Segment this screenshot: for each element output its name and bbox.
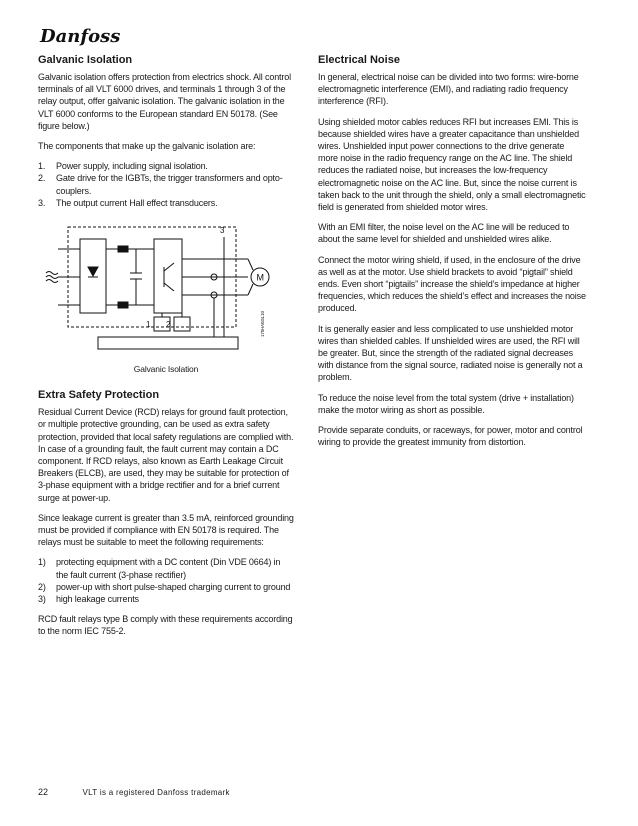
- safety-paragraph-1: Residual Current Device (RCD) relays for ground fault protection, or multiple protective grounding, can be used as extra safety protection, provided that local safety regulations are complied with. In case of a grounding fault, the fault current may contain a DC component. If RCD relays, also known as Earth Leakage Circuit Breakers (ELCB), are used, they may be suitable for protection of 3-phase equipment with a bridge rectifier and for a brief current surge at power-up.: [38, 407, 294, 503]
- left-column: [38, 54, 294, 646]
- electrical-noise-heading: Electrical Noise: [318, 54, 400, 66]
- noise-paragraph: To reduce the noise level from the total system (drive + installation) make the motor wiring as short as possible.: [318, 392, 574, 415]
- noise-paragraph: With an EMI filter, the noise level on the AC line will be reduced to about the same level for shielded and unshielded wires alike.: [318, 222, 570, 245]
- list-item: 2. Gate drive for the IGBTs, the trigger transformers and opto-couplers.: [38, 173, 283, 196]
- page-number: 22: [38, 787, 49, 797]
- noise-paragraph: In general, electrical noise can be divided into two forms: wire-borne electromagnetic interference (EMI), and radiating radio frequency interference (RFI).: [318, 72, 579, 107]
- noise-paragraph: Using shielded motor cables reduces RFI but increases EMI. This is because shielded wires have a greater capacitance than unshielded wires. Unshielded input power connections to the drive generate more noise in the radio frequency range on the AC line. The shield reduces the radiated noise, but increases the low-frequency electromagnetic noise on the AC line. But, since the noise current is taken back to the unit through the shield, only a small electromagnetic field is generated from shielded motor wires.: [318, 116, 586, 213]
- noise-paragraph: It is generally easier and less complicated to use unshielded motor wires than shielded cables. If unshielded wires are used, the RFI will be greater. But, since the strength of the radiated signal decreases with distance from the signal source, radiated noise is generally not a problem.: [318, 323, 583, 383]
- svg-text:2: 2: [166, 320, 171, 330]
- svg-text:175HA034.10: 175HA034.10: [260, 311, 265, 338]
- right-column: [318, 54, 586, 456]
- noise-paragraph: Connect the motor wiring shield, if used, in the enclosure of the drive as well as at the motor. Use shield brackets to avoid “pigtail” shield ends. Even short “pigtails” increase the shield’s impedance at higher frequencies, which reduces the shield’s effect and increases the noise produced.: [318, 254, 586, 314]
- safety-paragraph-2: Since leakage current is greater than 3.5 mA, reinforced grounding must be provided if compliance with EN 50178 is required. The relays must be suitable to meet the following requirements:: [38, 512, 294, 548]
- ac-input-icon: [46, 272, 58, 283]
- svg-text:1: 1: [146, 320, 151, 330]
- figure-caption: Galvanic Isolation: [133, 364, 199, 375]
- trademark-note: VLT is a registered Danfoss trademark: [82, 788, 230, 797]
- list-item: 1. Power supply, including signal isolation.: [38, 161, 208, 172]
- safety-paragraph-3: RCD fault relays type B comply with these requirements according to the norm IEC 755-2.: [38, 614, 293, 637]
- galvanic-paragraph: Galvanic isolation offers protection from electrics shock. All control terminals of all VLT 6000 drives, and terminals 1 through 3 of the relay output, offer galvanic isolation. The galvanic isolation in the VLT 6000 conforms to the European standard EN 50178. (See figure below.): [38, 72, 291, 131]
- danfoss-logo: [38, 24, 121, 53]
- list-item: 3) high leakage currents: [38, 594, 139, 605]
- svg-text:3: 3: [220, 226, 225, 236]
- list-item: 3. The output current Hall effect transducers.: [38, 197, 218, 208]
- galvanic-isolation-heading: Galvanic Isolation: [38, 54, 133, 66]
- svg-text:M: M: [256, 272, 264, 283]
- galvanic-components-intro: The components that make up the galvanic isolation are:: [38, 141, 256, 152]
- diode-icon: [88, 267, 98, 276]
- list-item: 1) protecting equipment with a DC content (Din VDE 0664) in the fault current (3-phase rectifier): [38, 557, 281, 580]
- extra-safety-heading: Extra Safety Protection: [38, 389, 160, 402]
- noise-paragraph: Provide separate conduits, or raceways, for power, motor and control wiring to provide the greatest immunity from distortion.: [318, 425, 583, 448]
- galvanic-isolation-diagram: [38, 219, 294, 357]
- galvanic-components-list: [38, 160, 294, 209]
- list-item: 2) power-up with short pulse-shaped charging current to ground: [38, 581, 291, 592]
- svg-text:Danfoss: Danfoss: [40, 26, 121, 47]
- page-footer: [38, 787, 230, 797]
- safety-requirements-list: [38, 556, 294, 605]
